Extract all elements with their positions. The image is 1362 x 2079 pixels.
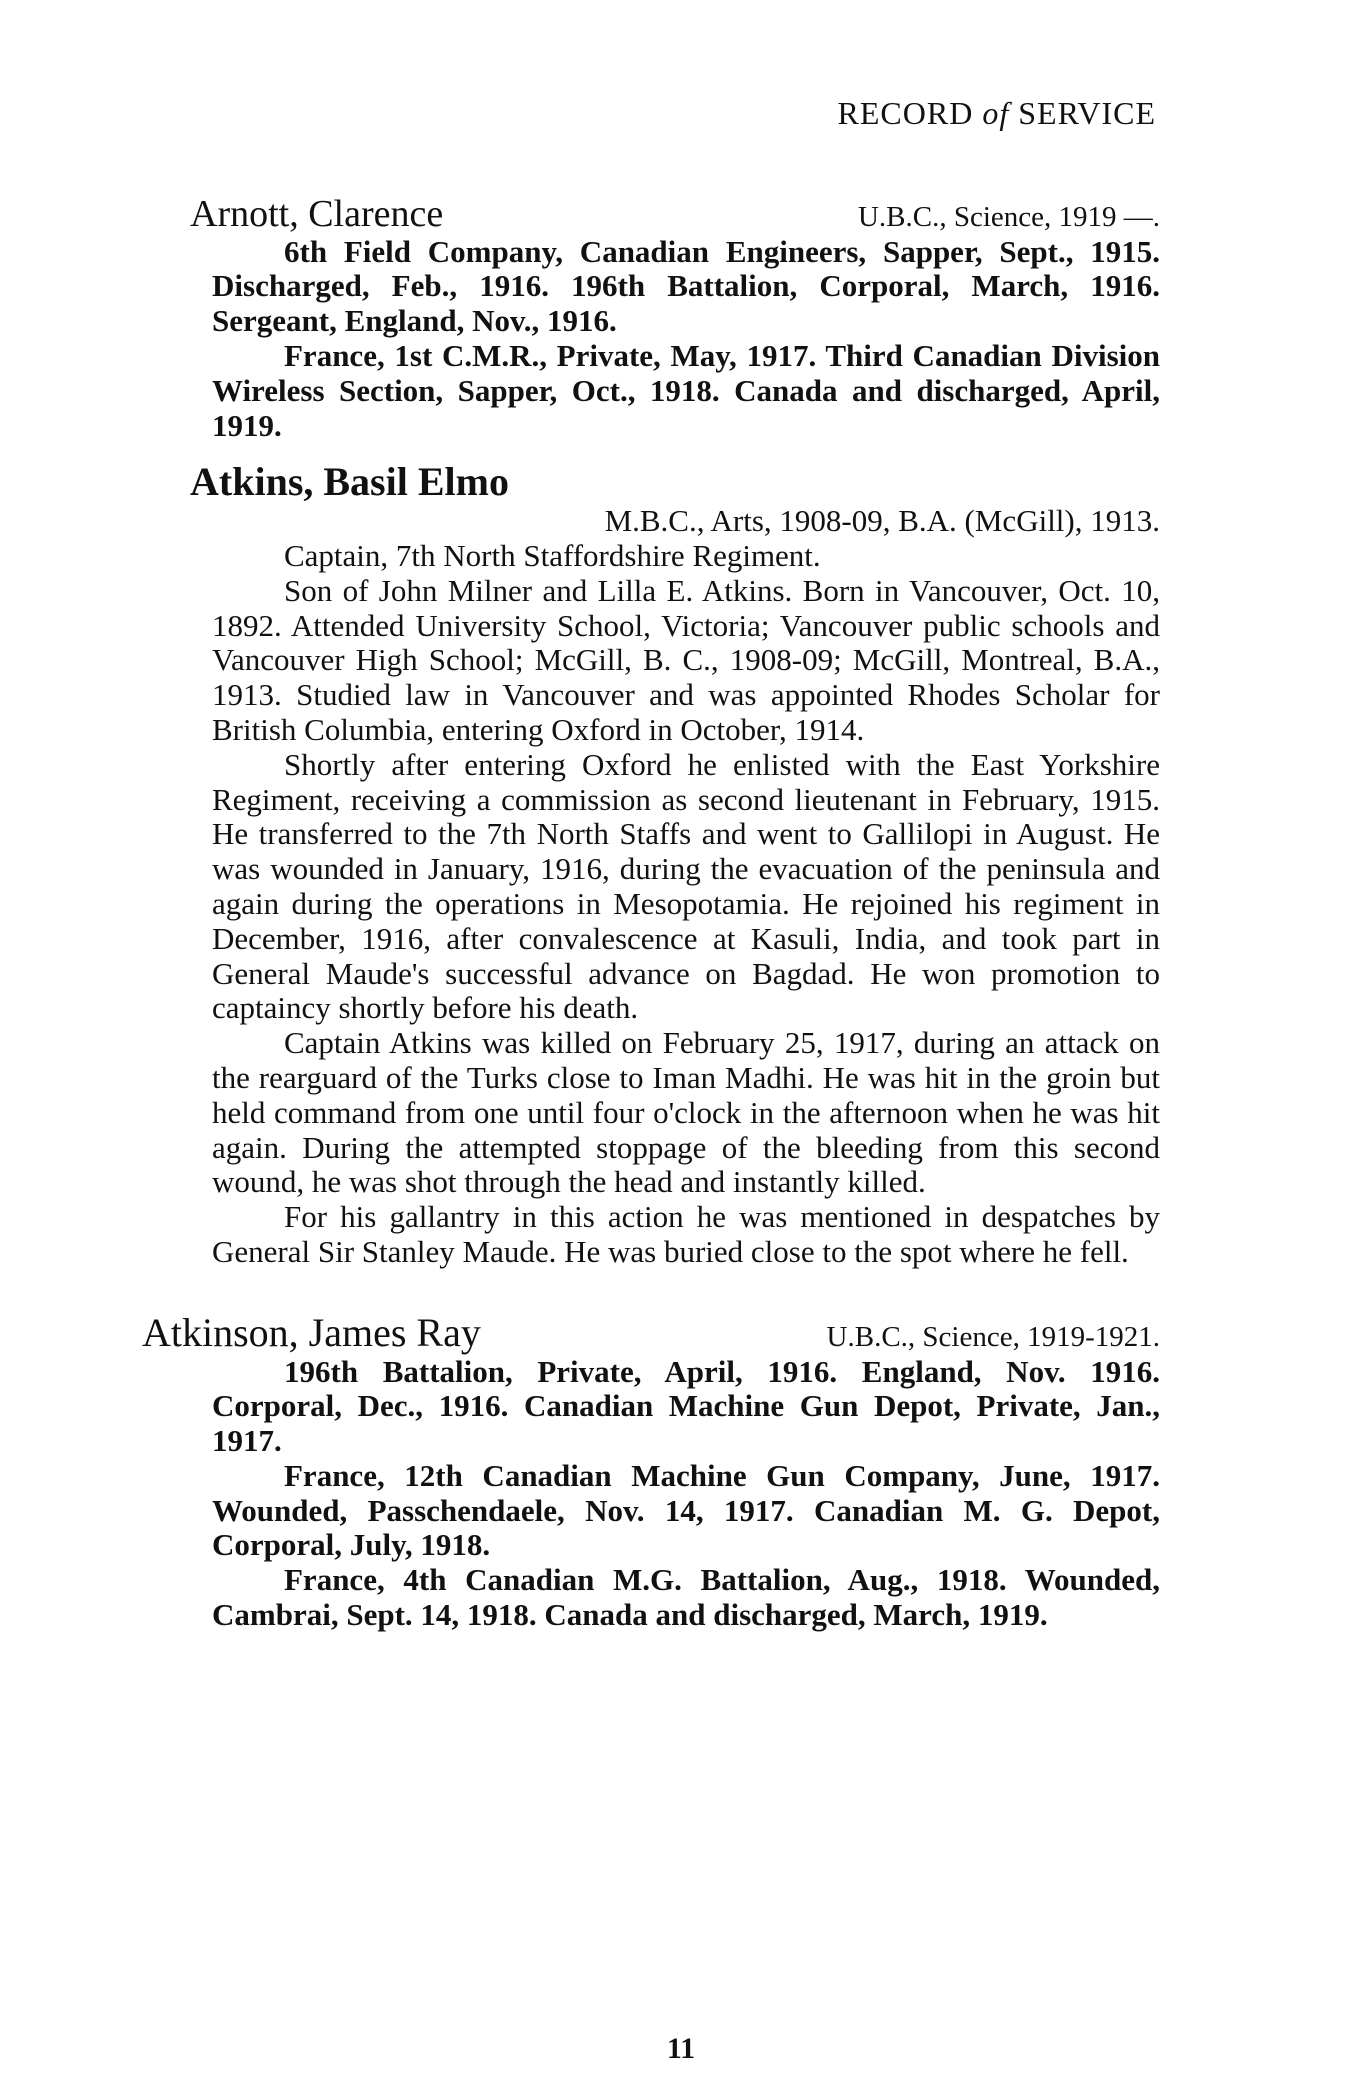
- entry-atkinson: [142, 1309, 1160, 1633]
- running-head-service: SERVICE: [1018, 95, 1156, 131]
- entry-atkins: [190, 459, 1160, 1269]
- entry-affiliation: U.B.C., Science, 1919-1921.: [826, 1320, 1160, 1353]
- entry-paragraph: 6th Field Company, Canadian Engineers, Sapper, Sept., 1915. Discharged, Feb., 1916. 196th Battalion, Corporal, March, 1916. Sergeant, England, Nov., 1916.: [212, 233, 1160, 339]
- entry-name: Atkinson, James Ray: [142, 1309, 481, 1355]
- entry-paragraph: Shortly after entering Oxford he enlisted with the East Yorkshire Regiment, receiving a commission as second lieutenant in February, 1915. He transferred to the 7th North Staffs and went to Gallilopi in August. He was wounded in January, 1916, during the evacuation of the peninsula and again during the operations in Mesopotamia. He rejoined his regiment in December, 1916, after convalescence at Kasuli, India, and took part in General Maude's successful advance on Bagdad. He won promotion to captaincy shortly before his death.: [212, 746, 1160, 1026]
- entry-paragraph: For his gallantry in this action he was mentioned in despatches by General Sir Stanley Maude. He was buried close to the spot where he fell.: [212, 1199, 1160, 1269]
- entry-paragraph: France, 12th Canadian Machine Gun Company, June, 1917. Wounded, Passchendaele, Nov. 14, 1917. Canadian M. G. Depot, Corporal, July, 1918.: [212, 1457, 1160, 1563]
- entry-name: Atkins, Basil Elmo: [190, 459, 509, 505]
- entry-paragraph: 196th Battalion, Private, April, 1916. England, Nov. 1916. Corporal, Dec., 1916. Canadian Machine Gun Depot, Private, Jan., 1917.: [212, 1353, 1160, 1459]
- entry-heading: [190, 192, 1160, 235]
- entry-affiliation: M.B.C., Arts, 1908-09, B.A. (McGill), 1913.: [604, 503, 1160, 539]
- entry-heading: [190, 459, 1160, 539]
- page-number: 11: [666, 2032, 696, 2065]
- entry-paragraph: Son of John Milner and Lilla E. Atkins. Born in Vancouver, Oct. 10, 1892. Attended University School, Victoria; Vancouver public schools and Vancouver High School; McGill, B. C., 1908-09; McGill, Montreal, B.A., 1913. Studied law in Vancouver and was appointed Rhodes Scholar for British Columbia, entering Oxford in October, 1914.: [212, 572, 1160, 747]
- entry-paragraph: Captain Atkins was killed on February 25, 1917, during an attack on the rearguard of the Turks close to Iman Madhi. He was hit in the groin but held command from one until four o'clock in the afternoon when he was hit again. During the attempted stoppage of the bleeding from this second wound, he was shot through the head and instantly killed.: [212, 1025, 1160, 1200]
- running-head: [212, 96, 1160, 131]
- entry-arnott: [190, 192, 1160, 444]
- entry-name: Arnott, Clarence: [190, 192, 444, 235]
- entry-paragraph: France, 4th Canadian M.G. Battalion, Aug., 1918. Wounded, Cambrai, Sept. 14, 1918. Canada and discharged, March, 1919.: [212, 1562, 1160, 1633]
- entry-heading: [142, 1309, 1160, 1355]
- entry-paragraph: France, 1st C.M.R., Private, May, 1917. Third Canadian Division Wireless Section, Sapper, Oct., 1918. Canada and discharged, April, 1919.: [212, 337, 1160, 443]
- running-head-record: RECORD: [837, 95, 974, 131]
- running-head-of: of: [982, 95, 1010, 131]
- entry-paragraph: Captain, 7th North Staffordshire Regiment.: [284, 537, 821, 573]
- page-body: [142, 95, 1160, 1633]
- entry-affiliation: U.B.C., Science, 1919 —.: [857, 200, 1160, 233]
